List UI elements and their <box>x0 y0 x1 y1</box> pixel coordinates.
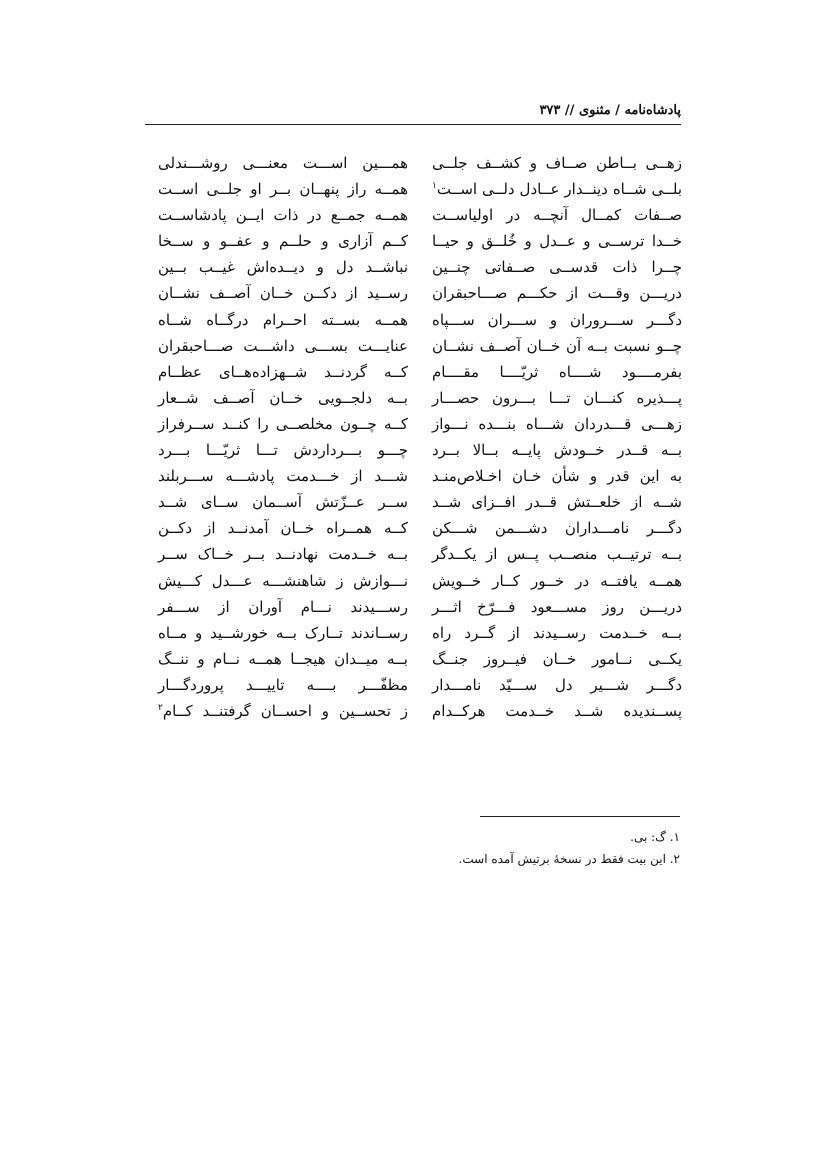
verse-line: بــه میــدان هیجــا همــه نــام و ننــگ <box>158 649 408 668</box>
verse-line <box>158 698 408 724</box>
verse-line: همـــین اســـت معنـــی روشـــندلی <box>158 154 408 172</box>
verse-line: مظفّـــر بــــه تاییـــد پروردگـــار <box>158 675 408 694</box>
verse-line: دریـــن وقـــت از حکـــم صـــاحبقران <box>432 284 682 303</box>
verse-line: بــه خــدمت نهادنــد بــر خــاک ســر <box>158 545 408 564</box>
verse-line: کــه چــون مخلصــی را کنــد ســرفراز <box>158 414 408 433</box>
verse-line: رســاندند تــارک بــه خورشــید و مــاه <box>158 623 408 642</box>
verse-line: بــه دلجــویی خــان آصــف شــعار <box>158 388 408 407</box>
footnote-rule <box>480 816 680 817</box>
verse-line: بــه خــدمت رســیدند از گــرد راه <box>432 623 682 642</box>
footnote-marker: ۱ <box>432 181 437 192</box>
verse-line: رســـیدند نـــام آوران از ســـفر <box>158 597 408 616</box>
verse-line: همــه جمــع در ذات ایــن پادشاســت <box>158 206 408 225</box>
verse-line <box>432 176 682 202</box>
verse-line: ســر عــزّتش آســمان ســای شــد <box>158 493 408 512</box>
verse-line: همــه یافتــه در خــور کــار خــویش <box>432 571 682 590</box>
verse-line: پـــذیره کنـــان تـــا بـــرون حصـــار <box>432 388 682 407</box>
verse-line: بــه قــدر خــودش پایــه بــالا بــرد <box>432 441 682 460</box>
verse-line: دگـــر شـــیر دل ســـیّد نامـــدار <box>432 675 682 694</box>
verse-line: چـــو بـــرداردش تـــا ثریّـــا بـــرد <box>158 441 408 460</box>
verse-line: همــه بســته احــرام درگــاه شــاه <box>158 310 408 329</box>
verse-line: کــه همــراه خــان آمدنــد از دکــن <box>158 519 408 538</box>
left-column <box>158 150 408 724</box>
verse-line: رســید از دکــن خــان آصــف نشــان <box>158 284 408 303</box>
verse-line-text: ز تحســین و احســان گرفتنــد کــام <box>162 701 408 720</box>
verse-line: چــرا ذات قدســی صــفاتی چنــین <box>432 258 682 277</box>
footnotes <box>145 826 680 870</box>
verse-line: همــه راز پنهــان بــر او جلــی اســت <box>158 180 408 199</box>
verse-line: شـــد از خـــدمت پادشـــه ســـربلند <box>158 467 408 486</box>
verse-line: کــه گردنــد شــهزاده‌هــای عظــام <box>158 362 408 381</box>
verse-line: پســندیده شــد خــدمت هرکــدام <box>432 701 682 720</box>
verse-line: دگـــر نامـــداران دشـــمن شـــکن <box>432 519 682 538</box>
verse-line: یکــی نــامور خــان فیــروز جنــگ <box>432 649 682 668</box>
verse-line: بــه ترتیــب منصــب پــس از یکــدگر <box>432 545 682 564</box>
header-rule <box>145 124 681 125</box>
verse-line: بفرمــــود شــــاه ثریّــــا مقــــام <box>432 362 682 381</box>
verse-line: صــفات کمــال آنچــه در اولیاســت <box>432 206 682 225</box>
footnote: ۱. گ: بی. <box>630 830 680 844</box>
footnote-marker: ۲ <box>158 702 163 713</box>
verse-line: عنایـــت بســـی داشـــت صـــاحبقران <box>158 336 408 355</box>
verse-line: زهـــی قـــدردان شـــاه بنـــده نـــواز <box>432 414 682 433</box>
verse-line: کــم آزاری و حلــم و عفــو و ســخا <box>158 232 408 251</box>
verse-line: به این قدر و شأن خـان اخـلاص‌منـد <box>432 467 682 486</box>
running-header: پادشاه‌نامه / مثنوی // ۳۷۳ <box>539 103 681 118</box>
right-column <box>432 150 682 724</box>
verse-line: دریـــن روز مســـعود فـــرّخ اثـــر <box>432 597 682 616</box>
verse-line-text: بلــی شــاه دینــدار عــادل دلــی اســت <box>436 180 682 199</box>
verse-line: خــدا ترســی و عــدل و خُلــق و حیــا <box>432 232 682 251</box>
verse-line: نباشــد دل و دیــده‌اش غیــب بــین <box>158 258 408 277</box>
verse-line: دگـــر ســـروران و ســـران ســـپاه <box>432 310 682 329</box>
verse-line: چــو نسبت بــه آن خــان آصــف نشــان <box>432 336 682 355</box>
verse-line: نـــوازش ز شاهنشـــه عـــدل کـــیش <box>158 571 408 590</box>
verse-line: شــه از خلعــتش قــدر افــزای شــد <box>432 493 682 512</box>
verse-line: زهــی بــاطن صــاف و کشــف جلــی <box>432 154 682 172</box>
footnote: ۲. این بیت فقط در نسخهٔ برتیش آمده است. <box>458 852 680 866</box>
